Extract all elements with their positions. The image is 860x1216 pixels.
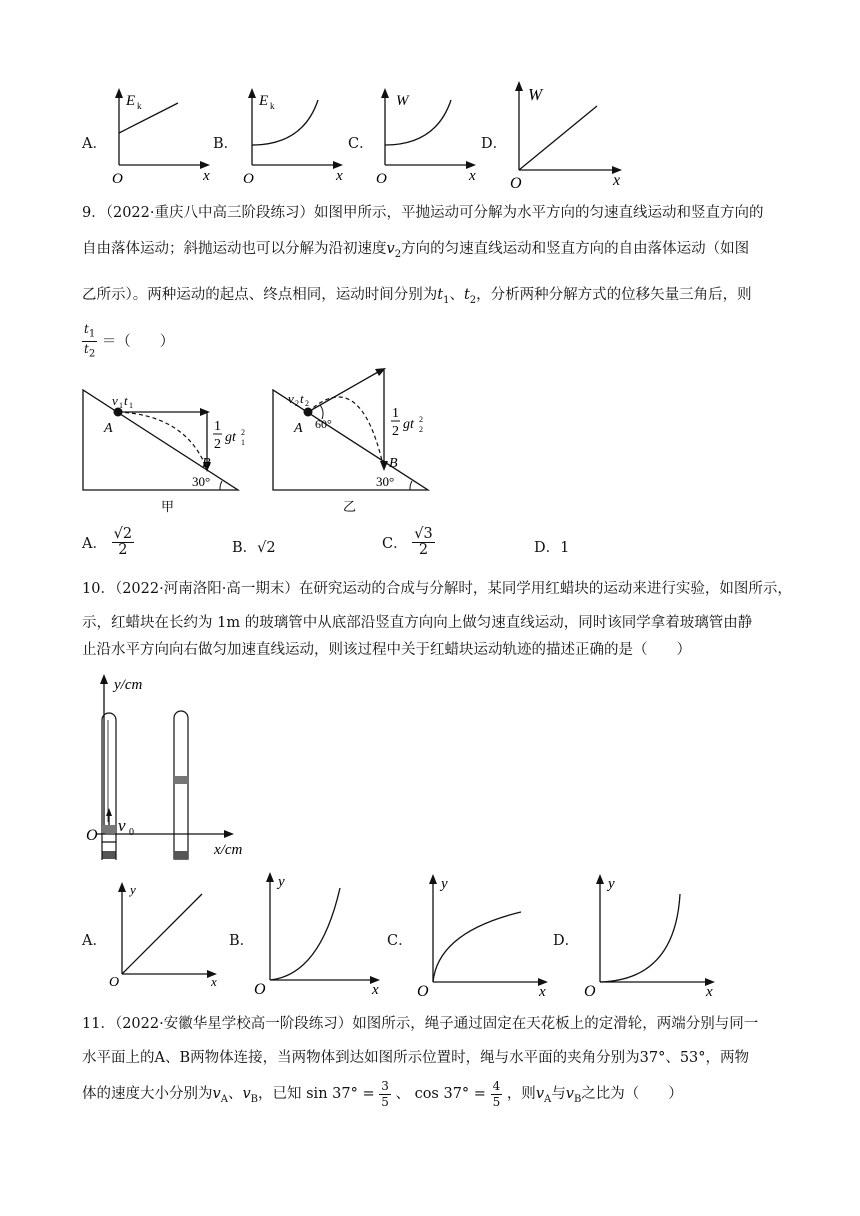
svg-text:x: x (706, 984, 713, 1000)
option-label: A． (82, 933, 107, 949)
q9-text-line2: 自由落体运动；斜抛运动也可以分解为沿初速度$v_2$方向的匀速直线运动和竖直方向的自由落体运动（如图 (82, 241, 750, 260)
svg-text:O: O (584, 983, 596, 1000)
svg-text:1: 1 (119, 401, 123, 410)
svg-text:2: 2 (392, 424, 399, 439)
q9-option-b[interactable]: B．√2 (232, 540, 276, 556)
graph-w-curve (366, 85, 481, 185)
svg-text:k: k (270, 101, 275, 111)
svg-text:1: 1 (129, 401, 133, 410)
svg-text:y: y (130, 882, 136, 897)
figure-wax-block-tube (84, 672, 264, 867)
option-label: C． (348, 136, 374, 152)
q10-text-line3: 止沿水平方向向右做匀加速直线运动，则该过程中关于红蜡块运动轨迹的描述正确的是（ ） (82, 642, 691, 658)
q9-option-c[interactable]: C． $\frac{√3}{2}$ (382, 526, 433, 558)
graph-concave-down-curve (413, 872, 558, 1002)
svg-text:x: x (469, 168, 476, 184)
svg-text:t: t (124, 393, 128, 408)
t1-over-t2: $\frac{t_1}{t_2}$ (84, 322, 96, 360)
graph-straight-line (104, 880, 224, 990)
svg-text:k: k (137, 101, 142, 111)
svg-text:O: O (109, 975, 120, 990)
svg-text:W: W (396, 93, 409, 109)
svg-text:B: B (389, 456, 398, 471)
svg-text:v: v (288, 391, 294, 406)
svg-text:v: v (112, 393, 118, 408)
svg-text:O: O (254, 981, 266, 998)
q9-option-a[interactable]: A． $\frac{√2}{2}$ (82, 526, 133, 558)
option-label: C． (387, 933, 413, 949)
svg-text:1: 1 (241, 438, 245, 447)
figure-yi (270, 365, 445, 515)
svg-text:x/cm: x/cm (214, 842, 243, 858)
q9-option-d[interactable]: D．1 (534, 540, 570, 556)
svg-text:O: O (243, 171, 254, 185)
svg-text:2: 2 (419, 415, 423, 424)
svg-text:2: 2 (419, 425, 423, 434)
svg-text:x: x (336, 168, 343, 184)
svg-text:1: 1 (214, 419, 221, 434)
svg-text:x: x (203, 168, 210, 184)
svg-text:60°: 60° (315, 417, 332, 431)
svg-text:1: 1 (392, 406, 399, 421)
svg-text:y: y (608, 876, 615, 892)
option-label: D． (481, 136, 508, 152)
svg-text:甲: 甲 (161, 499, 175, 514)
svg-text:2: 2 (295, 399, 299, 408)
svg-text:A: A (104, 421, 113, 436)
svg-text:W: W (528, 85, 543, 104)
svg-text:gt: gt (225, 430, 236, 445)
svg-text:30°: 30° (192, 474, 211, 489)
svg-text:y/cm: y/cm (114, 677, 143, 693)
svg-text:v: v (118, 816, 126, 835)
graph-ek-linear (100, 85, 215, 185)
svg-text:2: 2 (305, 399, 309, 408)
svg-text:0: 0 (129, 827, 134, 838)
option-label: B． (229, 933, 255, 949)
svg-text:x: x (372, 982, 379, 998)
graph-concave-up-curve (250, 870, 390, 1000)
svg-text:x: x (613, 172, 621, 189)
option-label: B． (213, 136, 239, 152)
graph-ek-curve (233, 85, 348, 185)
svg-text:y: y (441, 876, 448, 892)
graph-steep-curve (580, 872, 725, 1002)
figure-jia (80, 385, 255, 515)
svg-text:B: B (202, 456, 211, 471)
q10-text-line1: 10．（2022·河南洛阳·高一期末）在研究运动的合成与分解时，某同学用红蜡块的运动来进行实验，如图所示， (82, 581, 792, 597)
svg-text:O: O (510, 175, 522, 192)
svg-text:gt: gt (403, 417, 414, 432)
q11-text-line3: 体的速度大小分别为$v_A$、$v_B$，已知 sin 37° = $\frac{3}{5}$ 、 cos 37° = $\frac{4}{5}$ ，则$v_A$与$v_B$之比为（ ） (82, 1078, 683, 1109)
svg-text:O: O (417, 983, 429, 1000)
svg-text:x: x (211, 974, 217, 989)
svg-text:30°: 30° (376, 474, 395, 489)
q11-text-line2: 水平面上的A、B两物体连接，当两物体到达如图所示位置时，绳与水平面的夹角分别为37°、53°，两物 (82, 1050, 750, 1066)
q11-text-line1: 11．（2022·安徽华星学校高一阶段练习）如图所示，绳子通过固定在天花板上的定滑轮，两端分别与同一 (82, 1016, 759, 1032)
svg-text:2: 2 (241, 428, 245, 437)
svg-text:E: E (259, 93, 269, 109)
q9-text-line1: 9．（2022·重庆八中高三阶段练习）如图甲所示，平抛运动可分解为水平方向的匀速直线运动和竖直方向的 (82, 205, 764, 221)
svg-text:O: O (86, 827, 98, 844)
svg-text:O: O (112, 171, 123, 185)
svg-text:A: A (294, 421, 303, 436)
svg-text:t: t (300, 391, 304, 406)
svg-text:2: 2 (214, 437, 221, 452)
svg-text:x: x (539, 984, 546, 1000)
q9-text-line3: 乙所示）。两种运动的起点、终点相同，运动时间分别为$t_1$、$t_2$，分析两种分解方式的位移矢量三角后，则 (82, 287, 752, 306)
q9-ratio-question: $\frac{t_1}{t_2}$ ＝（ ） (84, 322, 175, 360)
svg-text:O: O (376, 171, 387, 185)
svg-text:y: y (278, 874, 285, 890)
option-label: D． (553, 933, 580, 949)
graph-w-linear (500, 78, 630, 193)
svg-text:乙: 乙 (343, 499, 357, 514)
q10-text-line2: 示，红蜡块在长约为 1m 的玻璃管中从底部沿竖直方向向上做匀速直线运动，同时该同学拿着玻璃管由静 (82, 615, 753, 631)
option-label: A． (82, 136, 107, 152)
svg-text:E: E (126, 93, 136, 109)
